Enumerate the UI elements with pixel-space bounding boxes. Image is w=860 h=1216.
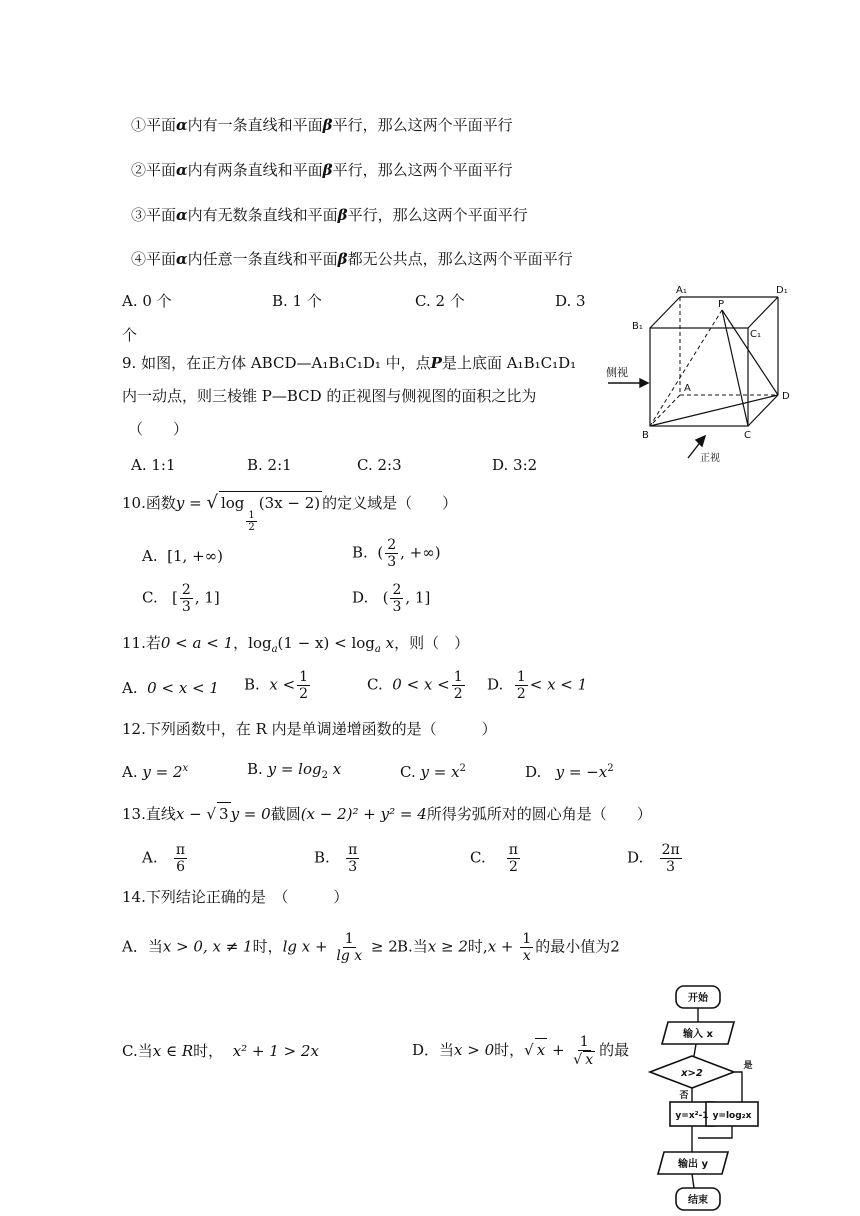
frac-den: 2 [248, 522, 255, 533]
q14-stem: 14.下列结论正确的是 （ ） [122, 888, 349, 906]
frac-num: 1 [344, 931, 354, 947]
frac-den: x [522, 948, 531, 964]
beta-symbol: β [337, 206, 348, 224]
frac-den: 3 [392, 599, 402, 615]
q11-option-c [367, 669, 467, 702]
q10-text: 的定义域是（ ） [322, 494, 458, 512]
option-letter: C. [367, 675, 383, 694]
option-value: x [327, 760, 342, 778]
flow-start-label: 开始 [688, 993, 708, 1004]
q9-option-a: A. 1:1 [131, 456, 176, 474]
option-text: 时, [467, 937, 488, 956]
q11-text: ，则（ ） [394, 634, 470, 652]
alpha-symbol: α [176, 206, 188, 224]
statement-2 [131, 159, 513, 181]
q11-number: 11. [122, 634, 146, 652]
q8-option-c: C. 2 个 [415, 292, 465, 310]
label-b1: B₁ [632, 321, 643, 332]
option-text: 的最 [599, 1041, 630, 1059]
flow-arrow [692, 1174, 694, 1188]
option-value: , 1] [194, 588, 220, 607]
q10-log: log [220, 494, 245, 512]
option-letter: D. [627, 848, 644, 867]
label-d1: D₁ [776, 285, 788, 296]
q10-stem [122, 491, 457, 533]
pyramid-edge [722, 310, 748, 426]
radical-sign: √ [206, 805, 217, 823]
beta-symbol: β [322, 116, 333, 134]
q13-text: 直线 [145, 805, 176, 823]
q14-option-a [122, 931, 398, 964]
flow-arrow [734, 1072, 742, 1102]
frac-num: 1 [516, 669, 526, 685]
option-log-base: 2 [321, 770, 328, 781]
option-text: 时， [252, 937, 283, 956]
q9-option-c: C. 2:3 [357, 456, 402, 474]
option-paren: [ [172, 588, 178, 607]
option-value: 0 < x < [392, 675, 450, 694]
alpha-symbol: α [176, 250, 188, 268]
q11-log: log [248, 634, 272, 652]
option-value: y = x [420, 763, 460, 781]
frac-num: 2 [387, 537, 397, 553]
option-letter: B. [247, 760, 263, 778]
option-paren: ( [382, 588, 389, 607]
option-exponent: 2 [459, 763, 466, 774]
label-a: A [684, 383, 691, 394]
option-letter: B. [314, 848, 330, 867]
arrowhead [696, 436, 705, 446]
option-letter: A. [122, 763, 138, 781]
flow-no-label: 否 [679, 1091, 689, 1101]
q14-option-b [397, 931, 620, 964]
option-value: y = −x [555, 763, 608, 781]
option-letter: C.当 [122, 1042, 153, 1060]
radical-sign: √ [206, 492, 218, 513]
frac-den: 3 [387, 554, 397, 570]
q10-equals: = [184, 494, 207, 512]
flow-arrow [698, 1126, 732, 1138]
frac-den: 2 [516, 686, 526, 702]
q13-text: 截圆 [270, 805, 301, 823]
q10-number: 10. [122, 494, 146, 512]
fraction [174, 842, 187, 875]
statement-text: 平面 [146, 161, 177, 179]
q11-option-d [487, 669, 587, 702]
flow-condition-label: x>2 [681, 1068, 703, 1079]
option-expr: + [547, 1041, 570, 1059]
q10-text: 函数 [145, 494, 176, 512]
beta-symbol: β [337, 250, 348, 268]
frac-num: π [348, 842, 358, 858]
option-letter: C. [470, 848, 486, 867]
fraction [520, 931, 533, 964]
cube-edge [650, 297, 680, 328]
frac-num: 1 [248, 510, 255, 521]
frac-num: 2 [392, 582, 402, 598]
option-condition: x ≥ 2 [427, 937, 468, 956]
alpha-symbol: α [176, 116, 188, 134]
q13-number: 13. [122, 805, 146, 823]
option-exponent: x [182, 763, 189, 774]
flow-arrow [694, 1044, 696, 1056]
option-condition: x > 0 [454, 1041, 495, 1059]
q10-var-y: y [175, 494, 185, 512]
frac-num: π [175, 842, 186, 858]
q13-option-b [314, 842, 361, 875]
q10-option-c [142, 582, 220, 615]
pyramid-edge [650, 395, 778, 426]
q10-option-a [142, 545, 223, 567]
q12-option-b [247, 758, 341, 787]
option-expr: x² + 1 > 2x [232, 1042, 319, 1060]
q13-radicand: 3 [217, 802, 231, 825]
fraction [660, 842, 682, 875]
q9-option-d: D. 3:2 [492, 456, 538, 474]
radical-sign: √ [524, 1041, 534, 1059]
fraction [334, 931, 364, 964]
label-p: P [718, 299, 725, 310]
radicand: x [535, 1038, 547, 1061]
statement-text: 内有一条直线和平面 [187, 116, 323, 134]
q8-option-a: A. 0 个 [122, 292, 172, 310]
option-letter: C. [142, 588, 158, 607]
frac-den: 6 [176, 859, 185, 875]
pyramid-edge [722, 310, 778, 395]
q14-option-c [122, 1040, 319, 1062]
fraction [385, 537, 398, 570]
q10-log-base [246, 510, 256, 533]
option-exponent: 2 [607, 763, 614, 774]
option-expr: lg x + [282, 937, 333, 956]
q10-log-arg: (3x − 2) [258, 494, 321, 512]
q11-option-b [244, 669, 312, 702]
q9-text: 9. 如图，在正方体 ABCD—A₁B₁C₁D₁ 中，点 [122, 354, 431, 372]
point-p: P [430, 354, 442, 372]
q11-option-a [122, 677, 219, 699]
option-value: y = log [267, 760, 322, 778]
fraction [390, 582, 403, 615]
q13-line-eq: y = 0 [230, 805, 271, 823]
option-value: , +∞) [400, 543, 441, 562]
statement-text: 内任意一条直线和平面 [187, 250, 338, 268]
fraction [515, 669, 528, 702]
fraction [452, 669, 465, 702]
frac-den: 3 [348, 859, 358, 875]
q11-stem [122, 632, 469, 661]
q13-option-d [627, 842, 684, 875]
statement-text: 平面 [146, 206, 177, 224]
frac-num: π [508, 842, 518, 858]
statement-text: 平面 [146, 116, 177, 134]
frac-den: √ x [573, 1052, 594, 1068]
q13-option-a [142, 842, 189, 875]
label-d: D [782, 391, 790, 402]
flow-output-label: 输出 y [678, 1159, 708, 1170]
option-expr: ≥ 2 [366, 937, 398, 956]
option-condition: x > 0, x ≠ 1 [162, 937, 253, 956]
q14-option-d [412, 1034, 629, 1068]
q11-sep: ， [233, 634, 249, 652]
flow-end-label: 结束 [688, 1195, 708, 1206]
statement-num: ② [131, 161, 147, 179]
option-letter: D. [352, 588, 369, 607]
option-letter: A．当 [122, 937, 163, 956]
arrowhead [640, 379, 648, 387]
q11-var: x [380, 634, 395, 652]
flow-left-label: y=x²-1 [675, 1111, 709, 1121]
q13-text: 所得劣弧所对的圆心角是（ ） [426, 805, 652, 823]
q12-option-a [122, 758, 188, 783]
statement-text: 平面 [146, 250, 177, 268]
q11-log-base: a [271, 644, 278, 655]
frac-num: 1 [579, 1034, 589, 1050]
statement-num: ③ [131, 206, 147, 224]
q9-line-2: 内一动点，则三棱锥 P—BCD 的正视图与侧视图的面积之比为 [122, 387, 537, 405]
q12-stem: 12.下列函数中，在 R 内是单调递增函数的是（ ） [122, 720, 497, 738]
option-value: 0 < x < 1 [147, 679, 219, 697]
fraction [571, 1034, 597, 1068]
frac-num: 1 [453, 669, 463, 685]
flow-right-label: y=log₂x [712, 1111, 752, 1121]
q10-option-d [352, 582, 430, 615]
frac-den: 2 [299, 686, 309, 702]
alpha-symbol: α [176, 161, 188, 179]
q11-log-base: a [374, 644, 381, 655]
option-text: 的最小值为 [535, 937, 611, 956]
q10-option-b [352, 537, 441, 570]
statement-4 [131, 248, 573, 270]
q10-radicand [219, 491, 322, 533]
option-value: < x < 1 [529, 675, 588, 694]
q13-circle-eq: (x − 2)² + y² = 4 [300, 805, 427, 823]
cube-edge [748, 297, 778, 328]
statement-text: 平行，那么这两个平面平行 [347, 206, 528, 224]
flow-yes-label: 是 [743, 1061, 753, 1071]
fraction [297, 669, 310, 702]
q11-inequality: (1 − x) < log [277, 634, 375, 652]
label-c1: C₁ [750, 329, 761, 340]
q13-line-eq: x − [175, 805, 207, 823]
fraction [507, 842, 520, 875]
option-letter: B. [244, 675, 260, 694]
option-letter: C. [400, 763, 416, 781]
option-condition: x ∈ R [152, 1042, 194, 1060]
frac-num: 1 [522, 931, 532, 947]
statement-1 [131, 114, 513, 136]
frac-den: 2 [453, 686, 463, 702]
frac-den: lg x [336, 948, 363, 964]
option-letter: D. [487, 675, 504, 694]
label-c: C [744, 430, 751, 441]
option-letter: A. [122, 679, 138, 697]
q12-option-c [400, 758, 466, 783]
statement-text: 都无公共点，那么这两个平面平行 [347, 250, 573, 268]
label-b: B [642, 430, 649, 441]
beta-symbol: β [322, 161, 333, 179]
statement-text: 平行，那么这两个平面平行 [332, 161, 513, 179]
q9-option-b: B. 2:1 [247, 456, 292, 474]
option-text: 时， [494, 1041, 525, 1059]
statement-num: ④ [131, 250, 147, 268]
option-value: [1, +∞) [167, 547, 224, 565]
label-front-view: 正视 [700, 453, 720, 464]
statement-3 [131, 204, 528, 226]
frac-num: 2 [181, 582, 191, 598]
frac-den: 2 [508, 859, 518, 875]
option-value: x < [269, 675, 296, 694]
frac-num: 2π [661, 842, 680, 858]
statement-text: 内有两条直线和平面 [187, 161, 323, 179]
option-letter: B.当 [397, 937, 428, 956]
cube-figure [600, 280, 800, 464]
flow-input-label: 输入 x [683, 1029, 713, 1040]
q9-line-1 [122, 352, 576, 374]
label-a1: A₁ [676, 285, 687, 296]
statement-text: 平行，那么这两个平面平行 [332, 116, 513, 134]
option-value: 2 [610, 937, 620, 956]
option-letter: D．当 [412, 1041, 455, 1059]
cube-edge [748, 395, 778, 426]
option-expr: x + [487, 937, 519, 956]
radicand: x [585, 1052, 594, 1068]
option-paren: ( [377, 543, 384, 562]
fraction [180, 582, 193, 615]
q9-text: 是上底面 A₁B₁C₁D₁ [441, 354, 577, 372]
frac-den: 3 [666, 859, 676, 875]
hidden-pyramid-edge [650, 310, 722, 426]
statement-text: 内有无数条直线和平面 [187, 206, 338, 224]
statement-num: ① [131, 116, 147, 134]
frac-den: 3 [181, 599, 191, 615]
option-letter: A. [142, 547, 158, 565]
label-side-view: 侧视 [606, 366, 628, 379]
option-letter: A. [142, 848, 158, 867]
option-value: , 1] [405, 588, 431, 607]
frac-num: 1 [299, 669, 309, 685]
q8-option-d: D. 3 [555, 292, 586, 310]
q11-condition: 0 < a < 1 [160, 634, 234, 652]
option-letter: D. [525, 763, 542, 781]
option-text: 时， [193, 1042, 224, 1060]
q8-option-d-wrap: 个 [122, 326, 138, 344]
q12-option-d [525, 758, 614, 783]
q11-text: 若 [145, 634, 161, 652]
fraction [346, 842, 359, 875]
option-letter: B. [352, 543, 368, 562]
q13-stem [122, 802, 652, 825]
option-value: y = 2 [142, 763, 183, 781]
q9-line-3: （ ） [128, 420, 189, 438]
q13-option-c [470, 842, 522, 875]
hidden-edge [650, 395, 680, 426]
q8-option-b: B. 1 个 [272, 292, 322, 310]
flowchart [648, 982, 768, 1214]
